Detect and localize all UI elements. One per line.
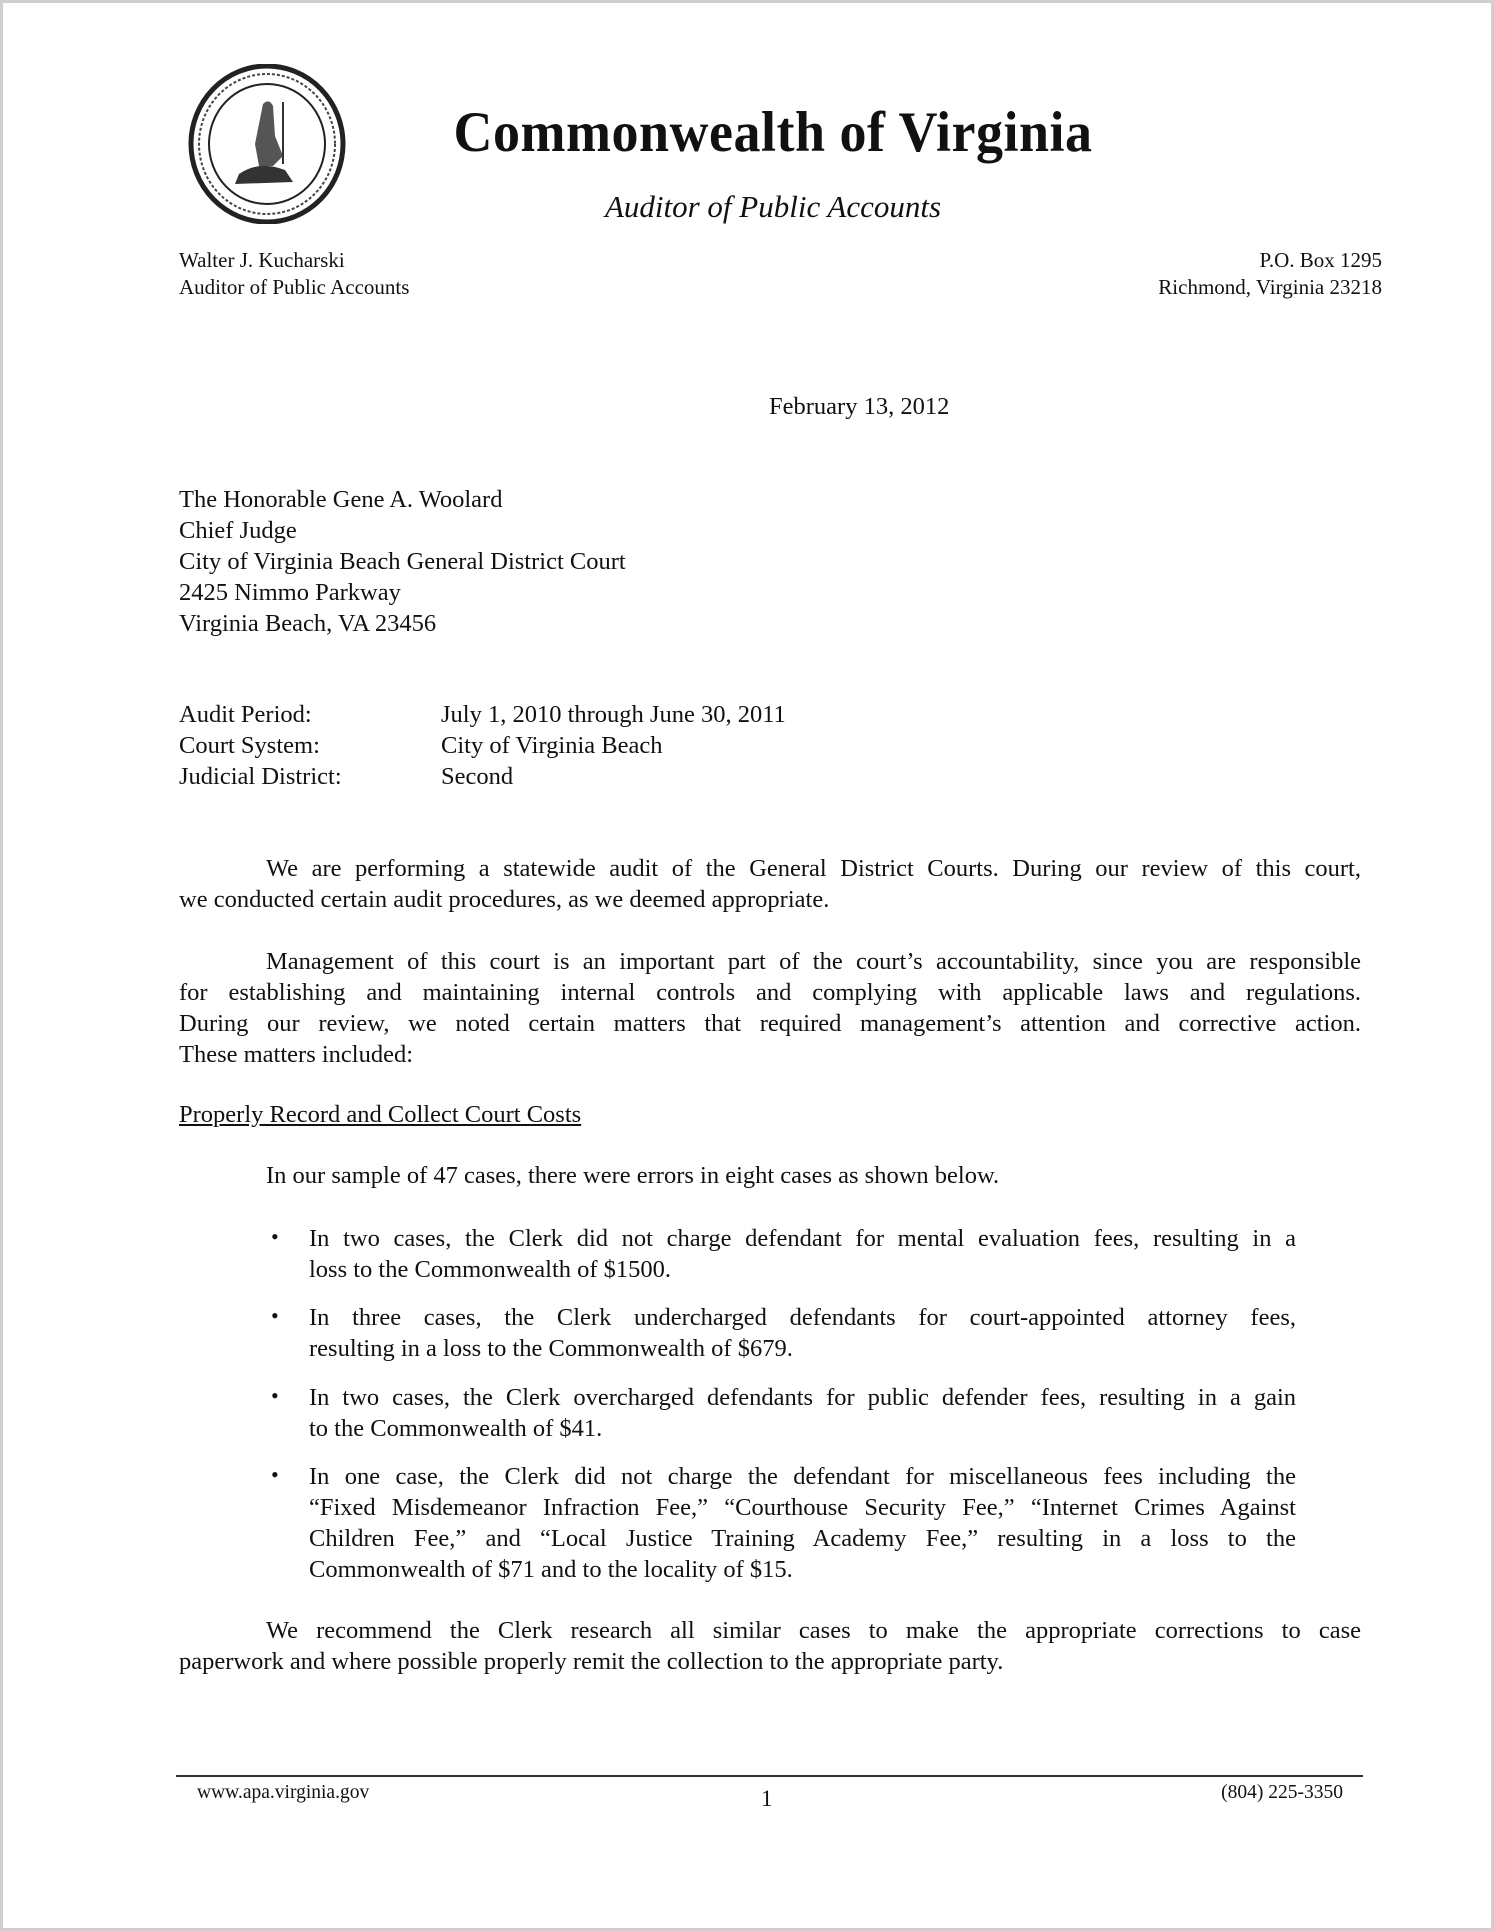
letter-page [3,3,1491,1928]
audit-value: Second [441,763,514,790]
recipient-line: 2425 Nimmo Parkway [179,579,401,606]
address-line1: P.O. Box 1295 [1259,248,1382,272]
bullet-line: In three cases, the Clerk undercharged defendants for court-appointed attorney fees, [309,1304,1296,1331]
recipient-line: City of Virginia Beach General District Court [179,548,626,575]
bullet-line: In two cases, the Clerk overcharged defendants for public defender fees, resulting in a gain [309,1384,1296,1411]
bullet-icon: • [271,1224,279,1249]
bullet-line: to the Commonwealth of $41. [309,1415,603,1442]
bullet-line: Commonwealth of $71 and to the locality of $15. [309,1556,793,1583]
letterhead-title: Commonwealth of Virginia [453,100,1093,164]
paragraph-line: We are performing a statewide audit of the General District Courts. During our review of this court, [266,855,1361,882]
bullet-icon: • [271,1303,279,1328]
bullet-line: loss to the Commonwealth of $1500. [309,1256,672,1283]
paragraph-line: we conducted certain audit procedures, as we deemed appropriate. [179,886,830,913]
page-number: 1 [761,1786,773,1811]
recipient-line: Virginia Beach, VA 23456 [179,610,437,637]
address-line2: Richmond, Virginia 23218 [1158,275,1382,299]
bullet-line: “Fixed Misdemeanor Infraction Fee,” “Courthouse Security Fee,” “Internet Crimes Against [309,1494,1296,1521]
footer-divider [176,1775,1363,1777]
bullet-line: In one case, the Clerk did not charge the defendant for miscellaneous fees including the [309,1463,1296,1490]
letterhead-subtitle: Auditor of Public Accounts [604,189,942,224]
sample-intro: In our sample of 47 cases, there were errors in eight cases as shown below. [266,1162,1000,1189]
audit-label: Audit Period: [179,701,312,728]
letter-date: February 13, 2012 [769,393,950,420]
audit-label: Judicial District: [179,763,342,790]
sender-name: Walter J. Kucharski [179,248,345,272]
paragraph-line: We recommend the Clerk research all similar cases to make the appropriate corrections to case [266,1617,1361,1644]
footer-phone: (804) 225-3350 [1221,1782,1343,1803]
audit-label: Court System: [179,732,320,759]
paragraph-line: Management of this court is an important part of the court’s accountability, since you are responsible [266,948,1361,975]
audit-value: City of Virginia Beach [441,732,663,759]
bullet-line: resulting in a loss to the Commonwealth of $679. [309,1335,793,1362]
recipient-line: The Honorable Gene A. Woolard [179,486,503,513]
paragraph-line: During our review, we noted certain matters that required management’s attention and corrective action. [179,1010,1361,1037]
paragraph-line: These matters included: [179,1041,414,1068]
footer-website: www.apa.virginia.gov [197,1782,370,1803]
section-heading: Properly Record and Collect Court Costs [179,1101,582,1128]
bullet-icon: • [271,1462,279,1487]
bullet-line: Children Fee,” and “Local Justice Training Academy Fee,” resulting in a loss to the [309,1525,1296,1552]
bullet-icon: • [271,1383,279,1408]
bullet-line: In two cases, the Clerk did not charge defendant for mental evaluation fees, resulting in a [309,1225,1296,1252]
paragraph-line: paperwork and where possible properly remit the collection to the appropriate party. [179,1648,1004,1675]
audit-value: July 1, 2010 through June 30, 2011 [441,701,786,728]
paragraph-line: for establishing and maintaining internal controls and complying with applicable laws and regulations. [179,979,1361,1006]
recipient-line: Chief Judge [179,517,297,544]
sender-title: Auditor of Public Accounts [179,275,410,299]
